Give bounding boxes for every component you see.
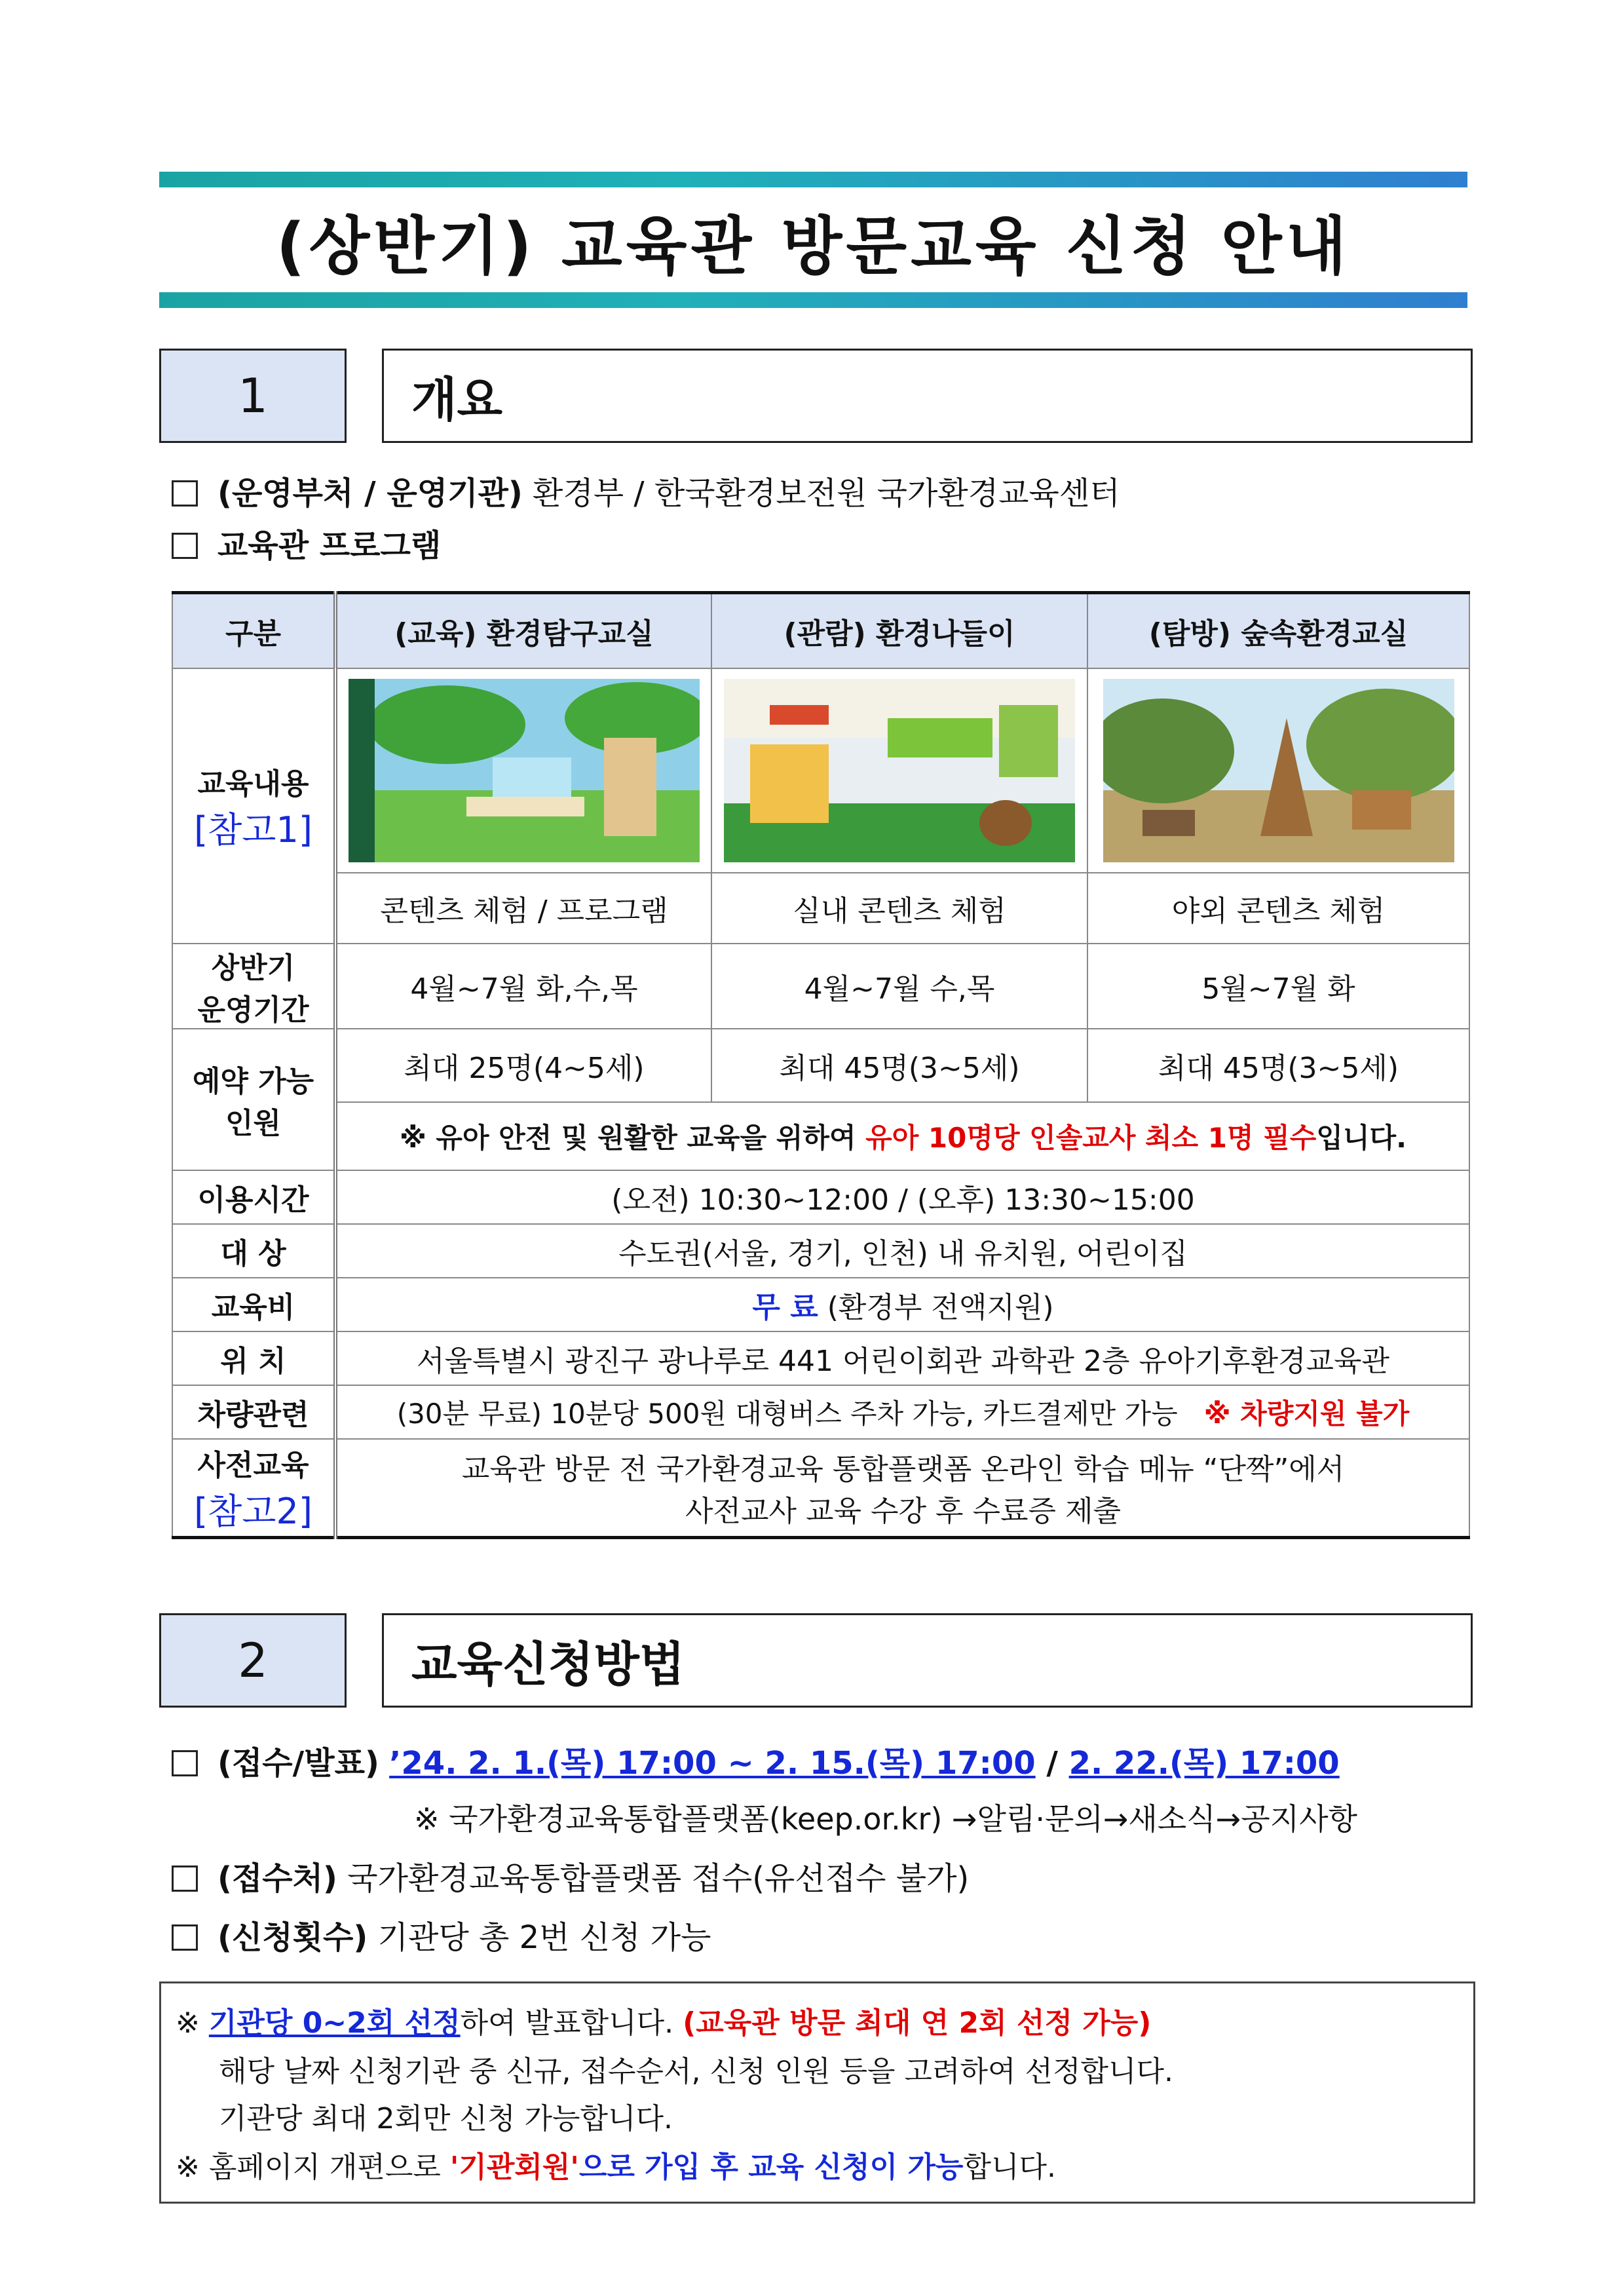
table-row-content-type [172, 873, 1469, 944]
checkbox-square-icon [172, 533, 198, 559]
table-row-photos [172, 668, 1469, 873]
vehicle-value-cell [335, 1385, 1469, 1439]
header-tour: (관람) 환경나들이 [711, 593, 1087, 669]
section-2-number: 2 [159, 1613, 347, 1708]
capacity-note-red: 유아 10명당 인솔교사 최소 1명 필수 [865, 1122, 1317, 1154]
photo-cell-forest [1087, 668, 1469, 873]
capacity-note-post: 입니다. [1316, 1122, 1407, 1154]
note-1-red: (교육관 방문 최대 연 2회 선정 가능) [683, 2006, 1152, 2040]
note-line-3: 기관당 최대 2회만 신청 가능합니다. [219, 2102, 673, 2135]
content-label: 교육내용 [197, 767, 309, 801]
note-1-blue: 기관당 0~2회 선정 [208, 2006, 461, 2040]
table-row-period [172, 944, 1469, 1029]
section-1-heading: 개요 [382, 349, 1473, 443]
note-line-2: 해당 날짜 신청기관 중 신규, 접수순서, 신청 인원 등을 고려하여 선정합니다. [219, 2055, 1173, 2088]
note-line-1 [176, 1999, 1151, 2041]
period-forest: 5월~7월 화 [1087, 944, 1469, 1029]
note-4-post: 합니다. [963, 2151, 1056, 2184]
receipt-slash: / [1035, 1745, 1069, 1782]
capacity-label-1: 예약 가능 [192, 1065, 314, 1098]
forest-outdoor-photo [1103, 679, 1454, 862]
pre-ref-link[interactable]: [참고2] [194, 1490, 312, 1532]
note-1-mark: ※ [176, 2006, 209, 2040]
fee-value: (환경부 전액지원) [818, 1291, 1054, 1324]
bullet-receipt [172, 1738, 1340, 1783]
note-4-red: '기관회원' [449, 2151, 579, 2184]
note-1-mid: 하여 발표합니다. [460, 2006, 683, 2040]
table-row-fee [172, 1278, 1469, 1331]
receipt-note: ※ 국가환경교육통합플랫폼(keep.or.kr) →알림·문의→새소식→공지사항 [414, 1801, 1357, 1837]
target-label: 대 상 [172, 1224, 335, 1278]
header-forest: (탐방) 숲속환경교실 [1087, 593, 1469, 669]
checkbox-square-icon [172, 1866, 198, 1892]
count-label: (신청횟수) [217, 1919, 368, 1956]
table-row-capacity-note [172, 1102, 1469, 1170]
vehicle-label: 차량관련 [172, 1385, 335, 1439]
period-edu: 4월~7월 화,수,목 [335, 944, 711, 1029]
content-type-tour: 실내 콘텐츠 체험 [711, 873, 1087, 944]
capacity-note [335, 1102, 1469, 1170]
indoor-classroom-photo [349, 679, 700, 862]
table-row-time [172, 1170, 1469, 1224]
section-1-number: 1 [159, 349, 347, 443]
target-value: 수도권(서울, 경기, 인천) 내 유치원, 어린이집 [335, 1224, 1469, 1278]
period-label-cell [172, 944, 335, 1029]
note-line-4 [176, 2143, 1056, 2185]
notes-box [159, 1981, 1475, 2204]
pre-label: 사전교육 [197, 1448, 309, 1482]
bullet-org-value: 환경부 / 한국환경보전원 국가환경교육센터 [533, 475, 1120, 512]
bullet-place [172, 1853, 969, 1898]
content-label-cell [172, 668, 335, 944]
count-value: 기관당 총 2번 신청 가능 [377, 1919, 711, 1956]
table-row-location [172, 1331, 1469, 1385]
checkbox-square-icon [172, 1750, 198, 1776]
title-bottom-bar [159, 292, 1467, 308]
table-row-target [172, 1224, 1469, 1278]
announce-date: 2. 22.(목) 17:00 [1068, 1745, 1340, 1782]
bullet-org [172, 468, 1120, 513]
note-4-pre: ※ 홈페이지 개편으로 [176, 2151, 450, 2184]
bullet-count [172, 1912, 711, 1957]
vehicle-note: ※ 차량지원 불가 [1203, 1398, 1410, 1430]
capacity-edu: 최대 25명(4~5세) [335, 1029, 711, 1102]
time-value: (오전) 10:30~12:00 / (오후) 13:30~15:00 [335, 1170, 1469, 1224]
table-header-row [172, 593, 1469, 669]
title-top-bar [159, 172, 1467, 187]
fee-value-cell [335, 1278, 1469, 1331]
period-label-2: 운영기간 [197, 993, 309, 1027]
bullet-program-label: 교육관 프로그램 [217, 527, 442, 564]
header-category: 구분 [172, 593, 335, 669]
table-row-pre-education [172, 1439, 1469, 1537]
header-edu: (교육) 환경탐구교실 [335, 593, 711, 669]
receipt-label: (접수/발표) [217, 1745, 379, 1782]
fee-label: 교육비 [172, 1278, 335, 1331]
pre-line-2: 사전교사 교육 수강 후 수료증 제출 [685, 1495, 1121, 1529]
capacity-label-2: 인원 [225, 1107, 281, 1140]
section-2-heading: 교육신청방법 [382, 1613, 1473, 1708]
capacity-label-cell [172, 1029, 335, 1170]
period-tour: 4월~7월 수,목 [711, 944, 1087, 1029]
capacity-note-pre: ※ 유아 안전 및 원활한 교육을 위하여 [399, 1122, 866, 1154]
photo-cell-edu [335, 668, 711, 873]
table-row-capacity [172, 1029, 1469, 1102]
note-4-blue: 으로 가입 후 교육 신청이 가능 [578, 2151, 964, 2184]
location-value: 서울특별시 광진구 광나루로 441 어린이회관 과학관 2층 유아기후환경교육관 [335, 1331, 1469, 1385]
bullet-program [172, 520, 441, 565]
content-type-edu: 콘텐츠 체험 / 프로그램 [335, 873, 711, 944]
period-label-1: 상반기 [211, 951, 295, 985]
pre-label-cell [172, 1439, 335, 1537]
indoor-exhibit-photo [724, 679, 1075, 862]
vehicle-value: (30분 무료) 10분당 500원 대형버스 주차 가능, 카드결제만 가능 [396, 1398, 1178, 1430]
page-title: (상반기) 교육관 방문교육 신청 안내 [276, 210, 1351, 283]
photo-cell-tour [711, 668, 1087, 873]
place-value: 국가환경교육통합플랫폼 접수(유선접수 불가) [347, 1860, 970, 1897]
location-label: 위 치 [172, 1331, 335, 1385]
capacity-tour: 최대 45명(3~5세) [711, 1029, 1087, 1102]
table-row-vehicle [172, 1385, 1469, 1439]
checkbox-square-icon [172, 1924, 198, 1951]
fee-free: 무 료 [752, 1291, 818, 1324]
content-type-forest: 야외 콘텐츠 체험 [1087, 873, 1469, 944]
time-label: 이용시간 [172, 1170, 335, 1224]
pre-line-1: 교육관 방문 전 국가환경교육 통합플랫폼 온라인 학습 메뉴 “단짝”에서 [461, 1453, 1345, 1487]
bullet-org-label: (운영부처 / 운영기관) [217, 475, 523, 512]
pre-value-cell [335, 1439, 1469, 1537]
receipt-dates: ’24. 2. 1.(목) 17:00 ~ 2. 15.(목) 17:00 [389, 1745, 1036, 1782]
capacity-forest: 최대 45명(3~5세) [1087, 1029, 1469, 1102]
checkbox-square-icon [172, 480, 198, 507]
content-ref-link[interactable]: [참고1] [194, 809, 312, 851]
program-table [172, 591, 1470, 1539]
place-label: (접수처) [217, 1860, 337, 1897]
